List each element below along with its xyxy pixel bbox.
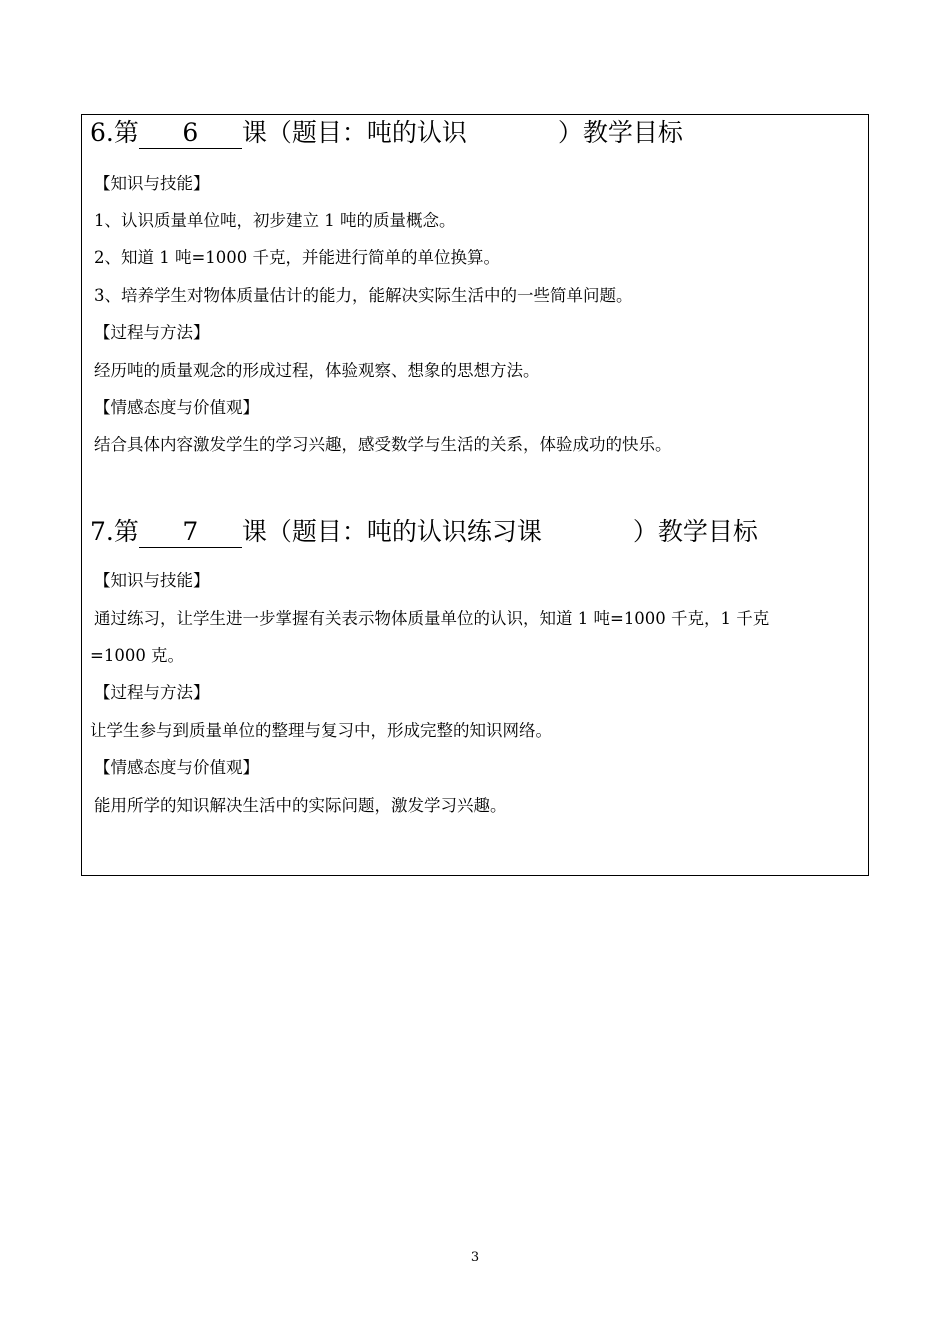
lesson7-process-text: 让学生参与到质量单位的整理与复习中，形成完整的知识网络。 [90, 721, 552, 740]
lesson7-prefix: 7.第 [90, 517, 139, 546]
lesson7-title-end: ）教学目标 [632, 517, 758, 546]
lesson6-process-text: 经历吨的质量观念的形成过程，体验观察、想象的思想方法。 [94, 361, 540, 380]
lesson7-number: 7 [139, 517, 242, 548]
lesson7-knowledge-text-1: 通过练习，让学生进一步掌握有关表示物体质量单位的认识，知道 1 吨=1000 千克，1 千克 [94, 609, 770, 628]
lesson7-attitude-text: 能用所学的知识解决生活中的实际问题，激发学习兴趣。 [94, 796, 507, 815]
lesson6-item-3: 3、培养学生对物体质量估计的能力，能解决实际生活中的一些简单问题。 [94, 286, 633, 305]
lesson6-knowledge-header: 【知识与技能】 [94, 174, 210, 193]
lesson6-title-start: 课（题目：吨的认识 [241, 118, 467, 147]
lesson7-attitude-header: 【情感态度与价值观】 [94, 758, 259, 777]
lesson6-attitude-text: 结合具体内容激发学生的学习兴趣，感受数学与生活的关系，体验成功的快乐。 [94, 435, 672, 454]
lesson6-heading [90, 118, 683, 149]
lesson7-process-header: 【过程与方法】 [94, 683, 210, 702]
lesson7-heading [90, 517, 758, 548]
lesson6-prefix: 6.第 [90, 118, 139, 147]
lesson6-process-header: 【过程与方法】 [94, 323, 210, 342]
lesson7-title-start: 课（题目：吨的认识练习课 [241, 517, 542, 546]
lesson6-item-1: 1、认识质量单位吨，初步建立 1 吨的质量概念。 [94, 211, 456, 230]
lesson6-attitude-header: 【情感态度与价值观】 [94, 398, 259, 417]
page-number: 3 [470, 1250, 480, 1265]
lesson-objectives-box [81, 114, 869, 876]
lesson6-item-2: 2、知道 1 吨=1000 千克，并能进行简单的单位换算。 [94, 248, 501, 267]
lesson7-knowledge-header: 【知识与技能】 [94, 571, 210, 590]
lesson6-number: 6 [139, 118, 242, 149]
lesson6-title-end: ）教学目标 [557, 118, 683, 147]
lesson7-knowledge-text-2: =1000 克。 [90, 646, 185, 665]
